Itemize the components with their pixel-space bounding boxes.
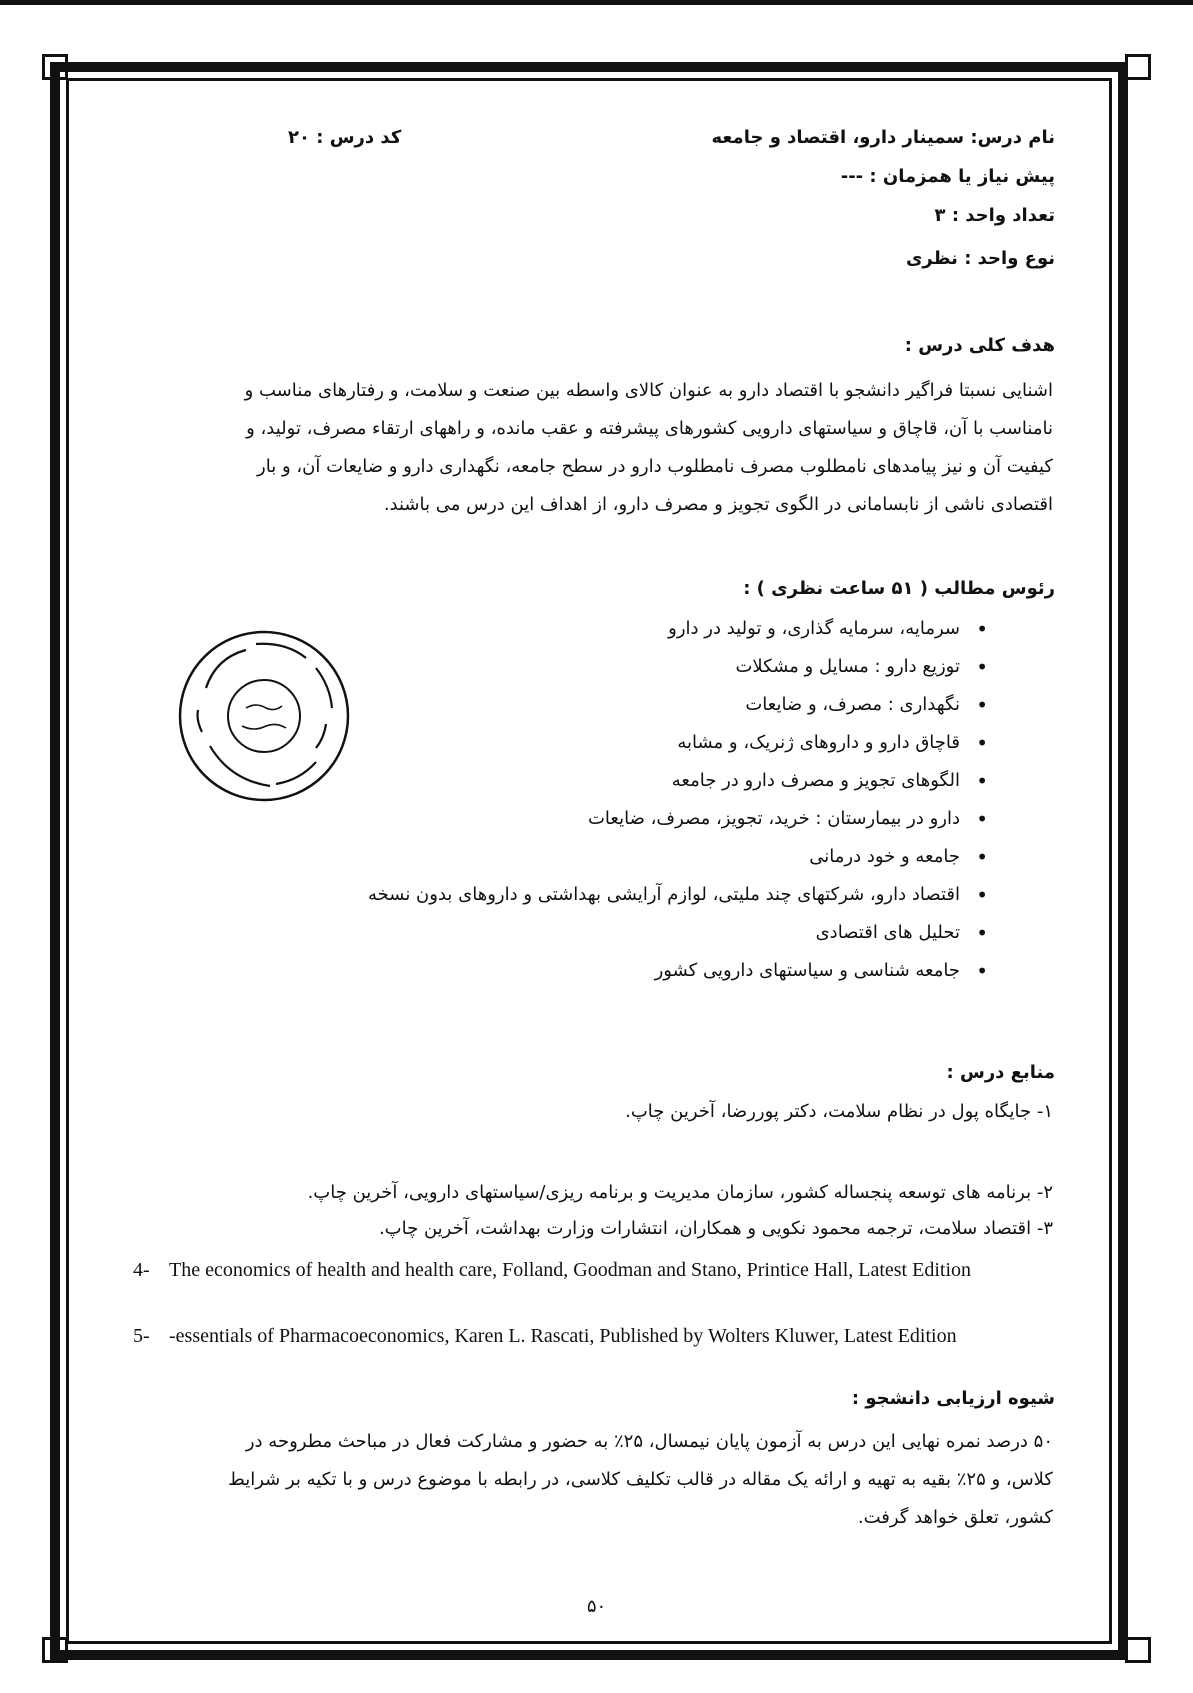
references-heading: منابع درس : xyxy=(946,1062,1055,1083)
page-number: ۵۰ xyxy=(586,1596,607,1617)
goal-line: نامناسب با آن، قاچاق و سیاستهای دارویی کشورهای پیشرفته و عقب مانده، و راههای ارتقاء مصرف، تولید، و xyxy=(246,418,1053,439)
reference-en-4 xyxy=(133,1253,1063,1287)
list-item: • الگوهای تجویز و مصرف دارو در جامعه xyxy=(168,762,988,800)
evaluation-line: کلاس، و ۲۵٪ بقیه به تهیه و ارائه یک مقاله در قالب تکلیف کلاسی، در رابطه با موضوع درس و با تکیه بر شرایط xyxy=(228,1469,1053,1490)
evaluation-heading: شیوه ارزیابی دانشجو : xyxy=(851,1388,1055,1409)
list-item: • تحلیل های اقتصادی xyxy=(168,914,988,952)
course-code: کد درس : ۲۰ xyxy=(288,127,402,148)
top-edge-line xyxy=(0,0,1193,5)
list-item: • توزیع دارو : مسایل و مشکلات xyxy=(168,648,988,686)
reference-text: -essentials of Pharmacoeconomics, Karen L. Rascati, Published by Wolters Kluwer, Latest Edition xyxy=(169,1325,957,1347)
prerequisite: پیش نیاز یا همزمان : --- xyxy=(840,166,1055,187)
border-corner xyxy=(42,1637,68,1663)
reference-number: 5- xyxy=(133,1325,150,1347)
border-corner xyxy=(1125,1637,1151,1663)
official-seal-icon xyxy=(176,628,352,804)
evaluation-line: کشور، تعلق خواهد گرفت. xyxy=(857,1507,1053,1528)
course-name: نام درس: سمینار دارو، اقتصاد و جامعه xyxy=(711,127,1055,148)
bullet-icon: • xyxy=(976,731,988,755)
border-corner xyxy=(42,54,68,80)
goal-line: اقتصادی ناشی از نابسامانی در الگوی تجویز و مصرف دارو، از اهداف این درس می باشند. xyxy=(383,494,1053,515)
bullet-icon: • xyxy=(976,807,988,831)
goal-paragraph xyxy=(153,372,1053,524)
reference-en-5 xyxy=(133,1319,1063,1353)
unit-type: نوع واحد : نظری xyxy=(905,248,1055,269)
topics-heading: رئوس مطالب ( ۵۱ ساعت نظری ) : xyxy=(743,578,1055,599)
list-item: • سرمایه، سرمایه گذاری، و تولید در دارو xyxy=(168,610,988,648)
bullet-icon: • xyxy=(976,959,988,983)
reference-text: The economics of health and health care, Folland, Goodman and Stano, Printice Hall, Latest Edition xyxy=(169,1259,972,1281)
evaluation-paragraph xyxy=(153,1423,1053,1537)
list-item: • جامعه و خود درمانی xyxy=(168,838,988,876)
goal-heading: هدف کلی درس : xyxy=(904,335,1055,356)
reference-fa-3: ۳- اقتصاد سلامت، ترجمه محمود نکویی و همکاران، انتشارات وزارت بهداشت، آخرین چاپ. xyxy=(378,1218,1053,1239)
goal-line: کیفیت آن و نیز پیامدهای نامطلوب مصرف نامطلوب دارو در سطح جامعه، نگهداری دارو و ضایعات آن، و بار xyxy=(257,456,1053,477)
reference-number: 4- xyxy=(133,1259,150,1281)
bullet-icon: • xyxy=(976,769,988,793)
bullet-icon: • xyxy=(976,693,988,717)
list-item: • نگهداری : مصرف، و ضایعات xyxy=(168,686,988,724)
evaluation-line: ۵۰ درصد نمره نهایی این درس به آزمون پایان نیمسال، ۲۵٪ به حضور و مشارکت فعال در مباحث مطروحه در xyxy=(245,1431,1053,1452)
bullet-icon: • xyxy=(976,655,988,679)
list-item: • قاچاق دارو و داروهای ژنریک، و مشابه xyxy=(168,724,988,762)
border-corner xyxy=(1125,54,1151,80)
reference-fa-2: ۲- برنامه های توسعه پنجساله کشور، سازمان مدیریت و برنامه ریزی/سیاستهای دارویی، آخرین چاپ. xyxy=(307,1182,1053,1203)
goal-line: اشنایی نسبتا فراگیر دانشجو با اقتصاد دارو به عنوان کالای واسطه بین صنعت و سلامت، و رفتارهای مناسب و xyxy=(244,380,1053,401)
list-item: • دارو در بیمارستان : خرید، تجویز، مصرف، ضایعات xyxy=(168,800,988,838)
bullet-icon: • xyxy=(976,845,988,869)
bullet-icon: • xyxy=(976,617,988,641)
list-item: • جامعه شناسی و سیاستهای دارویی کشور xyxy=(168,952,988,990)
bullet-icon: • xyxy=(976,883,988,907)
unit-count: تعداد واحد : ۳ xyxy=(934,205,1055,226)
list-item: • اقتصاد دارو، شرکتهای چند ملیتی، لوازم آرایشی بهداشتی و داروهای بدون نسخه xyxy=(168,876,988,914)
reference-fa-1: ۱- جایگاه پول در نظام سلامت، دکتر پوررضا، آخرین چاپ. xyxy=(625,1101,1053,1122)
bullet-icon: • xyxy=(976,921,988,945)
